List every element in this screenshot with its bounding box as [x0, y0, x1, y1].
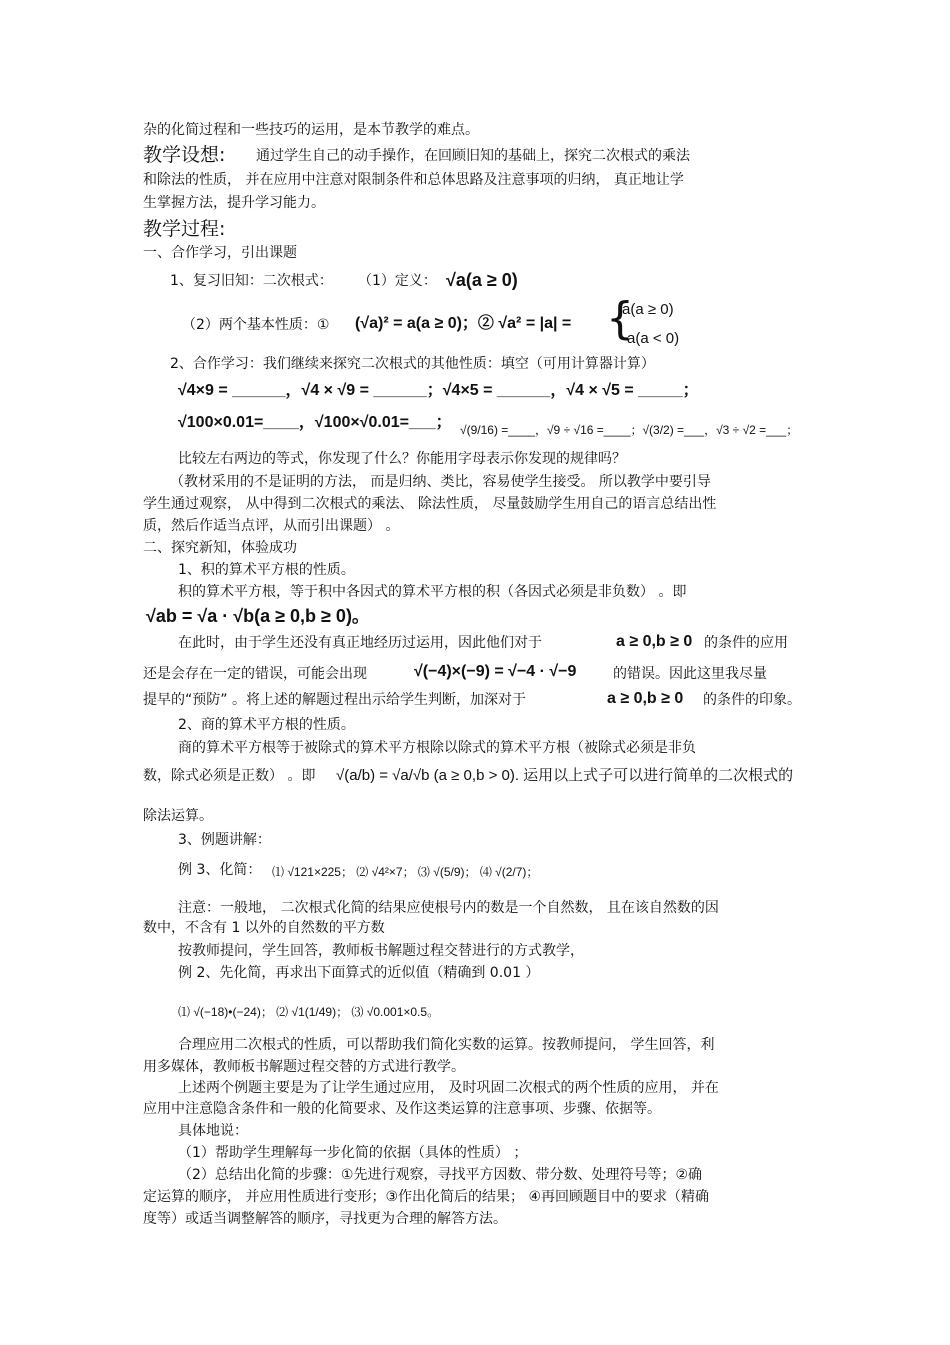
- text-line: 应用中注意隐含条件和一般的化简要求、及作这类运算的注意事项、步骤、依据等。: [143, 1101, 661, 1117]
- text-line: 数，除式必须是正数） 。即: [143, 768, 316, 784]
- text-line: 在此时，由于学生还没有真正地经历过运用，因此他们对于: [178, 635, 542, 651]
- text-line: 通过学生自己的动手操作，在回顾旧知的基础上，探究二次根式的乘法: [256, 148, 690, 164]
- text-line: 2、商的算术平方根的性质。: [178, 717, 355, 733]
- text-line: 注意：一般地， 二次根式化简的结果应使根号内的数是一个自然数， 且在该自然数的因: [178, 900, 719, 916]
- text-line: 例 3、化简：: [178, 862, 262, 878]
- text-line: 生掌握方法，提升学习能力。: [143, 195, 325, 211]
- math-formula: ⑴ √(−18)•(−24)； ⑵ √1(1/49)； ⑶ √0.001×0.5。: [178, 1005, 440, 1019]
- text-line: 数中，不含有 1 以外的自然数的平方数: [143, 920, 385, 936]
- subsection-heading: 二、探究新知，体验成功: [143, 540, 297, 556]
- math-formula: √(a/b) = √a/√b (a ≥ 0,b > 0). 运用以上式子可以进行简单的二次根式的: [336, 767, 794, 784]
- math-case: a(a ≥ 0): [622, 301, 674, 318]
- math-formula: a ≥ 0,b ≥ 0: [616, 633, 693, 650]
- math-formula: √4×9 = ______，√4 × √9 = ______；√4×5 = ______，√4 × √5 = _____；: [178, 382, 699, 399]
- text-line: 3、例题讲解：: [178, 832, 271, 848]
- text-line: 1、复习旧知：二次根式：: [170, 273, 333, 289]
- text-line: 还是会存在一定的错误，可能会出现: [143, 666, 367, 682]
- text-line: 例 2、先化简，再求出下面算式的近似值（精确到 0.01 ）: [178, 965, 540, 981]
- text-line: 质，然后作适当点评，从而引出课题） 。: [143, 518, 400, 534]
- math-formula: √100×0.01=____，√100×√0.01=___；: [178, 414, 452, 431]
- text-line: 提早的“预防” 。将上述的解题过程出示给学生判断，加深对于: [143, 692, 526, 708]
- text-line: 2、合作学习：我们继续来探究二次根式的其他性质：填空（可用计算器计算）: [170, 356, 655, 372]
- math-formula: a ≥ 0,b ≥ 0: [607, 690, 684, 707]
- text-line: 商的算术平方根等于被除式的算术平方根除以除式的算术平方根（被除式必须是非负: [178, 740, 696, 756]
- text-line: （2）总结出化简的步骤：①先进行观察，寻找平方因数、带分数、处理符号等；②确: [178, 1167, 703, 1183]
- section-heading: 教学过程:: [143, 218, 226, 240]
- text-line: （2）两个基本性质：①: [182, 317, 330, 333]
- text-line: 上述两个例题主要是为了让学生通过应用， 及时巩固二次根式的两个性质的应用， 并在: [178, 1080, 719, 1096]
- text-line: 学生通过观察， 从中得到二次根式的乘法、 除法性质， 尽量鼓励学生用自己的语言总结出性: [143, 496, 717, 512]
- text-line: 的条件的应用: [704, 635, 788, 651]
- text-line: 具体地说：: [178, 1123, 248, 1139]
- text-line: 按教师提问，学生回答，教师板书解题过程交替进行的方式教学，: [178, 943, 584, 959]
- text-line: 的错误。因此这里我尽量: [613, 666, 767, 682]
- text-line: 比较左右两边的等式，你发现了什么？你能用字母表示你发现的规律吗？: [178, 451, 626, 467]
- section-heading: 教学设想:: [143, 144, 226, 166]
- text-line: 的条件的印象。: [703, 692, 801, 708]
- text-line: （教材采用的不是证明的方法， 而是归纳、类比，容易使学生接受。 所以教学中要引导: [170, 474, 711, 490]
- math-formula: √(−4)×(−9) = √−4 · √−9: [414, 663, 577, 680]
- text-line: 用多媒体，教师板书解题过程交替的方式进行教学。: [143, 1059, 465, 1075]
- text-line: （1）定义：: [358, 273, 437, 289]
- math-case: -a(a < 0): [622, 330, 680, 347]
- subsection-heading: 一、合作学习，引出课题: [143, 245, 297, 261]
- math-formula: √ab = √a · √b(a ≥ 0,b ≥ 0)。: [146, 606, 370, 626]
- math-formula: √(9/16) =____，√9 ÷ √16 =____；√(3/2) =___，√3 ÷ √2 =___；: [460, 423, 799, 437]
- text-line: 杂的化简过程和一些技巧的运用，是本节教学的难点。: [143, 122, 479, 138]
- text-line: 定运算的顺序， 并应用性质进行变形；③作出化简后的结果； ④再回顾题目中的要求（精确: [143, 1189, 709, 1205]
- text-line: 1、积的算术平方根的性质。: [178, 562, 355, 578]
- math-formula: (√a)² = a(a ≥ 0)；② √a² = |a| =: [355, 315, 572, 332]
- text-line: 除法运算。: [143, 808, 213, 824]
- math-formula: ⑴ √121×225； ⑵ √4²×7； ⑶ √(5/9)； ⑷ √(2/7)；: [272, 865, 539, 879]
- text-line: 积的算术平方根，等于积中各因式的算术平方根的积（各因式必须是非负数） 。即: [178, 584, 687, 600]
- math-formula: √a(a ≥ 0): [446, 270, 518, 290]
- text-line: 度等）或适当调整解答的顺序，寻找更为合理的解答方法。: [143, 1211, 507, 1227]
- text-line: （1）帮助学生理解每一步化简的依据（具体的性质） ；: [178, 1145, 528, 1161]
- brace-symbol: {: [606, 293, 634, 344]
- text-line: 合理应用二次根式的性质，可以帮助我们简化实数的运算。按教师提问， 学生回答，利: [178, 1037, 715, 1053]
- text-line: 和除法的性质， 并在应用中注意对限制条件和总体思路及注意事项的归纳， 真正地让学: [143, 172, 684, 188]
